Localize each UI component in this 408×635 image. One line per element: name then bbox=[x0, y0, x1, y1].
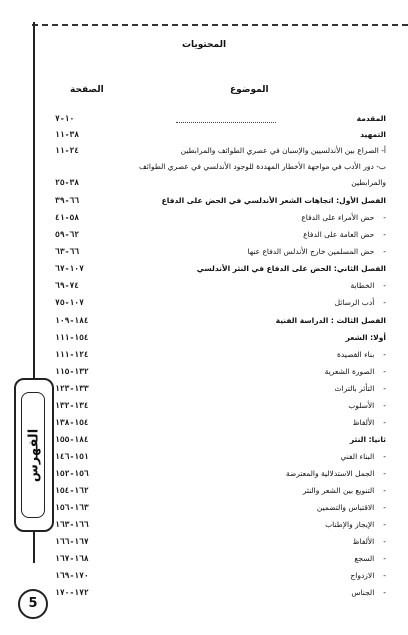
toc-entry: أولا: الشعر bbox=[345, 333, 386, 342]
toc-row bbox=[0, 571, 408, 585]
toc-page-range: ١٥١-١٤٦ bbox=[55, 452, 89, 461]
top-dashed-border bbox=[32, 24, 408, 26]
toc-page-range: ٧٤-٦٩ bbox=[55, 281, 80, 290]
toc-row bbox=[0, 537, 408, 551]
toc-page-range: ٦٢-٥٩ bbox=[55, 230, 80, 239]
page-column-header: الصفحة bbox=[70, 85, 104, 95]
toc-row bbox=[0, 469, 408, 483]
toc-page-range: ٥٨-٤١ bbox=[55, 213, 80, 222]
toc-row bbox=[0, 114, 408, 128]
page-number: 5 bbox=[18, 589, 48, 619]
toc-row bbox=[0, 230, 408, 244]
toc-row bbox=[0, 247, 408, 261]
toc-entry: - البناء الفني bbox=[106, 452, 386, 461]
toc-page-range: ١٦٧-١٦٦ bbox=[55, 537, 89, 546]
toc-page-range: ١٦٣-١٥٦ bbox=[55, 503, 89, 512]
toc-entry: - الأسلوب bbox=[106, 401, 386, 410]
toc-entry: والمرابطين bbox=[351, 178, 386, 187]
toc-entry: - الاقتباس والتضمين bbox=[106, 503, 386, 512]
toc-row bbox=[0, 213, 408, 227]
toc-page-range: ١٣٤-١٣٢ bbox=[55, 401, 89, 410]
toc-page-range: ١٠٧-٧٥ bbox=[55, 298, 84, 307]
toc-page-range: ١٦٦-١٦٣ bbox=[55, 520, 89, 529]
toc-row bbox=[0, 333, 408, 347]
toc-row bbox=[0, 281, 408, 295]
toc-page-range: ١٧٠-١٦٩ bbox=[55, 571, 89, 580]
toc-row bbox=[0, 486, 408, 500]
toc-entry: ثانيا: النثر bbox=[349, 435, 386, 444]
toc-entry: - الإيجاز والإطناب bbox=[106, 520, 386, 529]
toc-entry: الفصل الأول: اتجاهات الشعر الأندلسي في الحض على الدفاع bbox=[161, 196, 386, 205]
toc-row bbox=[0, 503, 408, 517]
toc-entry: - السجع bbox=[106, 554, 386, 563]
toc-row bbox=[0, 384, 408, 398]
toc-row bbox=[0, 264, 408, 278]
page-title: المحتويات bbox=[181, 40, 227, 50]
toc-page-range: ١٦٨-١٦٧ bbox=[55, 554, 89, 563]
toc-page-range: ١٧٢-١٧٠ bbox=[55, 588, 89, 597]
toc-page-range: ٦٦-٣٩ bbox=[55, 196, 80, 205]
toc-page-range: ١٦٢-١٥٤ bbox=[55, 486, 89, 495]
toc-entry: - الألفاظ bbox=[106, 418, 386, 427]
toc-entry: - الجمل الاستدلالية والمعترضة bbox=[106, 469, 386, 478]
toc-entry: - الصورة الشعرية bbox=[106, 367, 386, 376]
toc-page-range: ٣٨-١١ bbox=[55, 130, 80, 139]
toc-entry: - حض المسلمين خارج الأندلس الدفاع عنها bbox=[106, 247, 386, 256]
toc-row bbox=[0, 298, 408, 312]
section-tab-inner bbox=[21, 392, 45, 518]
toc-row bbox=[0, 452, 408, 466]
toc-row bbox=[0, 367, 408, 381]
toc-row bbox=[0, 146, 408, 160]
section-tab-label: الفهرس bbox=[26, 428, 42, 483]
toc-entry: الفصل الثالث : الدراسة الفنية bbox=[275, 316, 386, 325]
toc-entry: المقدمة bbox=[356, 114, 386, 123]
toc-entry: - الجناس bbox=[106, 588, 386, 597]
toc-entry: - التنويع بين الشعر والنثر bbox=[106, 486, 386, 495]
topic-column-header: الموضوع bbox=[230, 85, 269, 95]
toc-entry: - حض العامة على الدفاع bbox=[106, 230, 386, 239]
toc-page-range: ١٨٤-١٥٥ bbox=[55, 435, 89, 444]
toc-row bbox=[0, 435, 408, 449]
toc-page-range: ٣٨-٢٥ bbox=[55, 178, 80, 187]
toc-page-range: ١٢٤-١١١ bbox=[55, 350, 89, 359]
toc-entry: الفصل الثاني: الحض على الدفاع في النثر الأندلسي bbox=[196, 264, 386, 273]
toc-row bbox=[0, 401, 408, 415]
toc-page-range: ١٥٤-١٣٨ bbox=[55, 418, 89, 427]
toc-entry: - التأثر بالتراث bbox=[106, 384, 386, 393]
toc-entry: - بناء القصيدة bbox=[106, 350, 386, 359]
toc-entry: أ- الصراع بين الأندلسيين والإسبان في عصري الطوائف والمرابطين bbox=[180, 146, 386, 155]
toc-row bbox=[0, 178, 408, 192]
toc-entry: ب- دور الأدب في مواجهة الأخطار المهددة للوجود الأندلسي في عصري الطوائف bbox=[139, 162, 386, 171]
toc-page-range: ٢٤-١١ bbox=[55, 146, 80, 155]
toc-row bbox=[0, 196, 408, 210]
toc-entry: التمهيد bbox=[360, 130, 386, 139]
toc-entry: - حض الأمراء على الدفاع bbox=[106, 213, 386, 222]
toc-page-range: ١٣٣-١٢٣ bbox=[55, 384, 89, 393]
toc-page-range: ٦٦-٦٣ bbox=[55, 247, 80, 256]
toc-row bbox=[0, 350, 408, 364]
toc-page-range: ١٥٦-١٥٢ bbox=[55, 469, 89, 478]
toc-entry: - الازدواج bbox=[106, 571, 386, 580]
toc-row bbox=[0, 520, 408, 534]
section-tab bbox=[14, 378, 54, 532]
toc-page-range: ١٨٤-١٠٩ bbox=[55, 316, 89, 325]
toc-row bbox=[0, 130, 408, 144]
toc-row bbox=[0, 162, 408, 176]
toc-entry: - الألفاظ bbox=[106, 537, 386, 546]
toc-page-range: ١٠٧-٦٧ bbox=[55, 264, 84, 273]
toc-row bbox=[0, 418, 408, 432]
toc-entry: - الخطابة bbox=[106, 281, 386, 290]
toc-row bbox=[0, 554, 408, 568]
toc-page-range: ١٥٤-١١١ bbox=[55, 333, 89, 342]
toc-row bbox=[0, 588, 408, 602]
toc-page-range: ١٣٢-١١٥ bbox=[55, 367, 89, 376]
toc-entry: - أدب الرسائل bbox=[106, 298, 386, 307]
toc-row bbox=[0, 316, 408, 330]
toc-page-range: ١٠-٧ bbox=[55, 114, 75, 123]
